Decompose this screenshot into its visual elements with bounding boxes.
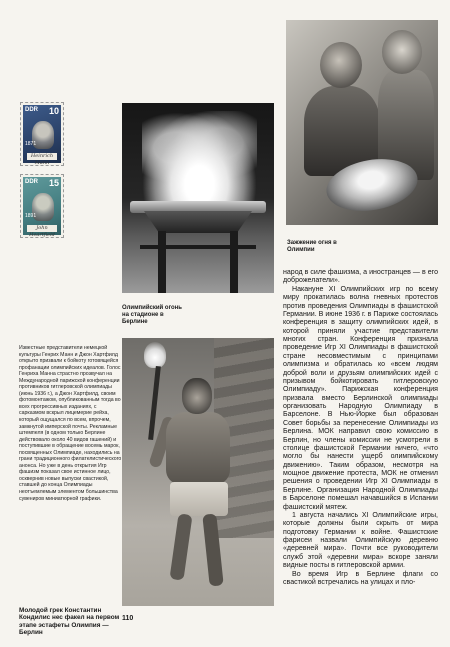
flame-image [142, 111, 257, 203]
figure-head [320, 42, 362, 88]
page-number: 110 [122, 615, 134, 622]
stamp-signature: Heinrich Mann [27, 153, 57, 160]
runner-head [182, 378, 212, 414]
paragraph: Накануне XI Олимпийских игр по всему миру прокатилась волна гневных протестов против проведения Олимпиады в фашистской Германии. В июне 1936 г. в Париже состоялась конференция в защиту олимпийских идей, в которой приняли участие представители многих стран. Конференция признала проведение Игр XI Олимпиады в фашистской стране несовместимым с принципами олимпизма и обратилась ко «всем людям доброй воли и друзьям олимпийских идей с призывом бойкотировать гитлеровскую Олимпиаду». Парижская конференция призвала вместо Берлинской олимпиады организовать Народную Олимпиаду в Барселоне. В Нью-Йорке был образован Совет борьбы за перенесение Олимпиады из Берлина. МОК направил свою комиссию в Берлин, но члены комиссии не усмотрели в столице фашистской Германии ничего, «что могло бы нанести ущерб олимпийскому движению». Таким образом, несмотря на мощное движение протеста, МОК не отменил решения о проведении Игр XI Олимпиады в Берлине. Организация Народной Олимпиады в Барселоне помешал начавшийся в Испании фашистский мятеж. [283, 285, 438, 511]
mirror-photo-caption: Зажжение огня в Олимпии [287, 240, 337, 254]
main-article-text [283, 269, 438, 587]
paragraph: 1 августа начались XI Олимпийские игры, которые должны были скрыть от мира подготовку Германии к войне. Фашистские фарисеи назвали Олимпийскую деревню «деревней мира». Почти все руководители служб этой «деревни мира» вскоре заняли видные посты в гитлеровской армии. [283, 511, 438, 570]
paragraph: народ в силе фашизма, а иностранцев — в его доброжелатели». [283, 269, 438, 285]
stamp-country: DDR [25, 107, 38, 113]
cauldron-pillar [230, 231, 238, 293]
stamp-years: 1891 [25, 213, 37, 219]
cauldron-crossbar [140, 245, 256, 249]
stamp-signature: John Heartfield [27, 225, 57, 232]
cauldron-pillar [158, 231, 166, 293]
figure-head [382, 30, 422, 74]
torch-flame [144, 342, 166, 368]
runner-photo-caption: Молодой грек Константин Кондилис нес факел на первом этапе эстафеты Олимпия — Берлин [19, 607, 120, 637]
side-text: Известные представители немецкой культуры Генрих Манн и Джон Хартфилд открыто призвали к бойкоту готовящейся профанации олимпийских идеалов. Голос Генриха Манна страстно прозвучал на Международной парижской конференции противников гитлеровской олимпиады (июнь 1936 г.), а Джон Хартфилд, своим фотомонтажом, опубликованным тогда во всех прогрессивных изданиях, с сарказмом вскрыл лицемерие рейха, который ощущался по всем, впрочем, замкнутой имперской почты. Рекламные штемпеля (в одном только Берлине действовало около 40 видов гашений) и поступившие в обращение восемь марок, посвященных Олимпиаде, находились на грани традиционного филателистического анонса. Но уже в день открытия Игр фашизм показал свое истинное лицо, осквернив новые выпуски свастикой, ставшей до конца Олимпиады неотъемлемым элементом большинства сувениров миниатюрной графики. [19, 345, 122, 502]
stamp-value: 10 [48, 106, 59, 116]
flame-lighting-photo [286, 20, 438, 225]
runner-torso [166, 412, 230, 484]
cauldron-body [144, 211, 252, 233]
stamp-years: 1871 [25, 141, 37, 147]
paragraph: Во время Игр в Берлине флаги со свастикой встречались на улицах и пло- [283, 570, 438, 586]
stamp-john-heartfield [20, 174, 64, 238]
runner-leg [169, 513, 192, 580]
runner-shorts [170, 482, 228, 516]
stamp-country: DDR [25, 179, 38, 185]
flame-photo-caption: Олимпийский огонь на стадионе в Берлине [122, 305, 182, 326]
stamp-value: 15 [48, 178, 59, 188]
stamp-heinrich-mann [20, 102, 64, 166]
torch-runner-photo [122, 338, 274, 606]
olympic-flame-photo [122, 103, 274, 293]
